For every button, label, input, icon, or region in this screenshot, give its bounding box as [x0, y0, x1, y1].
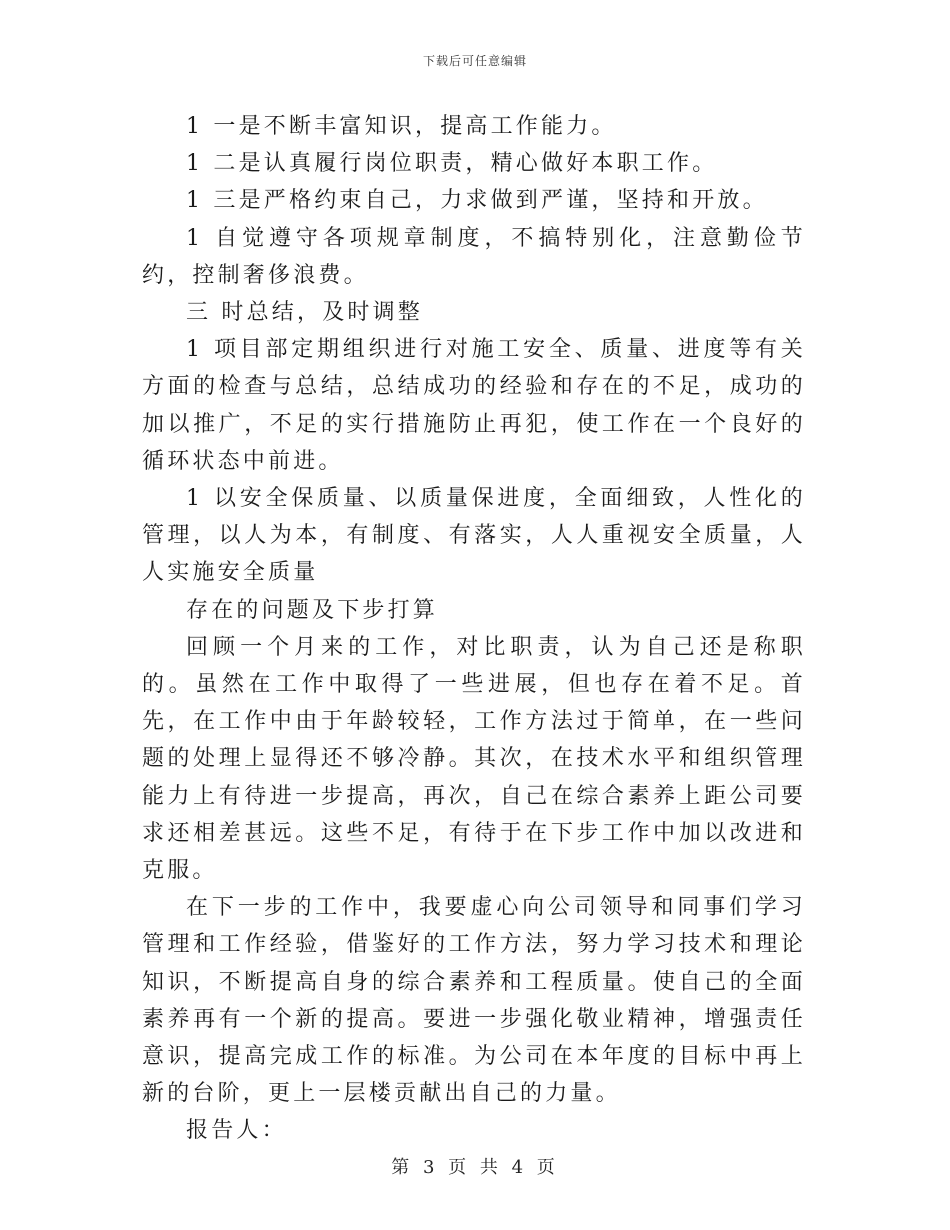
- section-heading-timely-summary: 三 时总结，及时调整: [186, 300, 423, 326]
- reporter-label: 报告人：: [186, 1118, 287, 1144]
- page-header: 下载后可任意编辑: [422, 54, 527, 68]
- paragraph-4: 1 自觉遵守各项规章制度，不搞特别化，注意勤俭节约，控制奢侈浪费。: [142, 225, 806, 288]
- paragraph-6: 1 项目部定期组织进行对施工安全、质量、进度等有关方面的检查与总结，总结成功的经验和存在的不足，成功的加以推广，不足的实行措施防止再犯，使工作在一个良好的循环状态中前进。: [142, 337, 806, 474]
- document-body: [142, 108, 806, 1150]
- paragraph-1: 1 一是不断丰富知识，提高工作能力。: [186, 114, 617, 139]
- section-heading-problems-plans: 存在的问题及下步打算: [186, 597, 439, 623]
- paragraph-9: 回顾一个月来的工作，对比职责，认为自己还是称职的。虽然在工作中取得了一些进展，但也存在着不足。首先，在工作中由于年龄较轻，工作方法过于简单，在一些问题的处理上显得还不够冷静。其次，在技术水平和组织管理能力上有待进一步提高，再次，自己在综合素养上距公司要求还相差甚远。这些不足，有待于在下步工作中加以改进和克服。: [142, 634, 806, 884]
- paragraph-3: 1 三是严格约束自己，力求做到严谨，坚持和开放。: [186, 188, 768, 214]
- paragraph-10: 在下一步的工作中，我要虚心向公司领导和同事们学习管理和工作经验，借鉴好的工作方法，努力学习技术和理论知识，不断提高自身的综合素养和工程质量。使自己的全面素养再有一个新的提高。要进一步强化敬业精神，增强责任意识，提高完成工作的标准。为公司在本年度的目标中再上新的台阶，更上一层楼贡献出自己的力量。: [142, 895, 806, 1107]
- paragraph-7: 1 以安全保质量、以质量保进度，全面细致，人性化的管理，以人为本，有制度、有落实，人人重视安全质量，人人实施安全质量: [142, 486, 806, 586]
- page-footer: 第 3 页 共 4 页: [391, 1157, 559, 1178]
- paragraph-2: 1 二是认真履行岗位职责，精心做好本职工作。: [186, 151, 718, 177]
